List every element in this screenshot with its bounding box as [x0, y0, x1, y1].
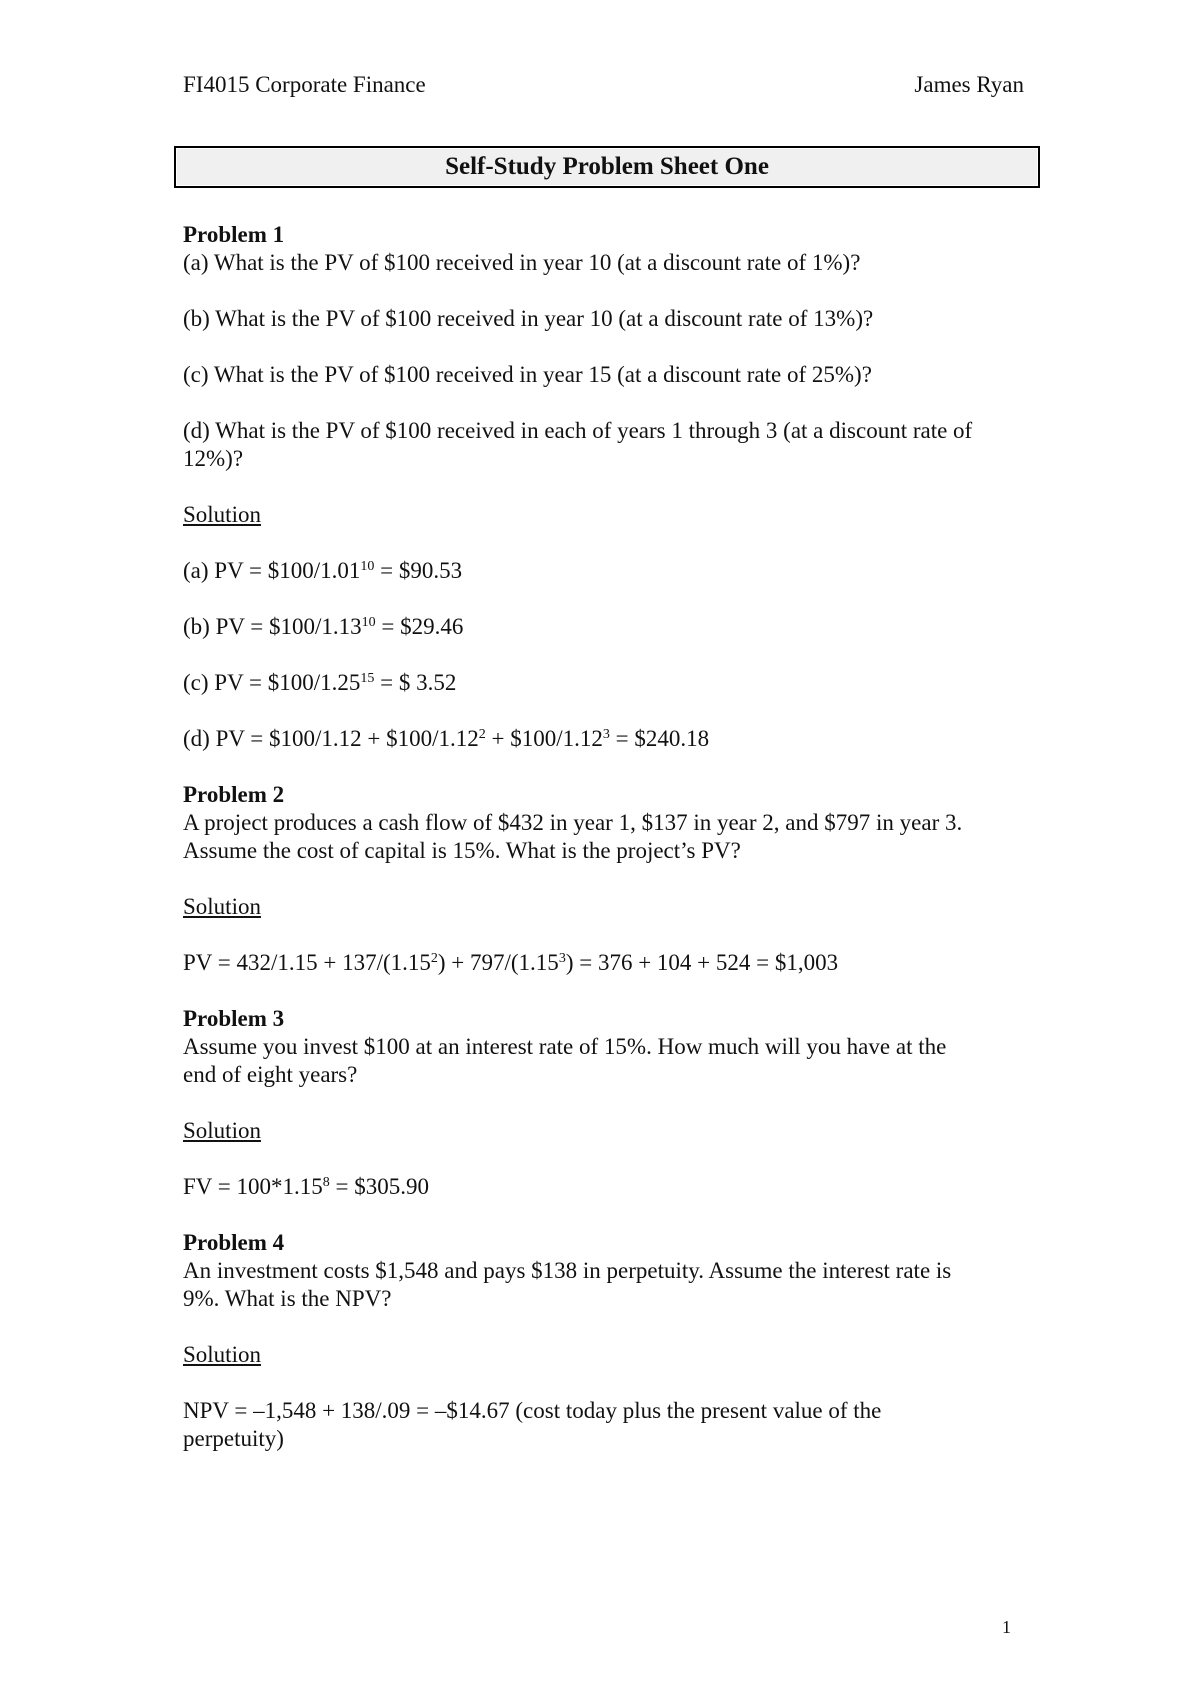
- question-c: (c) What is the PV of $100 received in year 15 (at a discount rate of 25%)?: [183, 362, 872, 387]
- question-b: (b) What is the PV of $100 received in year 10 (at a discount rate of 13%)?: [183, 306, 874, 331]
- question-a: (a) What is the PV of $100 received in year 10 (at a discount rate of 1%)?: [183, 250, 861, 275]
- problem-1: [183, 221, 1033, 781]
- problem-text-line-2: end of eight years?: [183, 1062, 358, 1087]
- question-d-line-2: 12%)?: [183, 446, 244, 471]
- solution-label: Solution: [183, 894, 261, 919]
- solution-d: (d) PV = $100/1.12 + $\$100/1.12^2$ + $\$100/1.12^3$ = $240.18: [183, 726, 710, 751]
- problem-2: [183, 781, 1033, 1005]
- document-body: [183, 221, 1033, 1453]
- title-box: [174, 146, 1040, 188]
- problem-text-line-2: Assume the cost of capital is 15%. What is the project’s PV?: [183, 838, 741, 863]
- solution-line: FV = $100*1.15^8$ = $305.90: [183, 1174, 429, 1199]
- solution-label: Solution: [183, 1118, 261, 1143]
- problem-heading: Problem 1: [183, 222, 285, 247]
- page-title: Self-Study Problem Sheet One: [445, 153, 769, 180]
- page-number: 1: [1002, 1617, 1011, 1637]
- problem-heading: Problem 4: [183, 1230, 285, 1255]
- problem-text-line-1: Assume you invest $100 at an interest rate of 15%. How much will you have at the: [183, 1034, 947, 1059]
- solution-line-1: NPV = –1,548 + 138/.09 = –$14.67 (cost today plus the present value of the: [183, 1398, 882, 1423]
- problem-text-line-1: A project produces a cash flow of $432 in year 1, $137 in year 2, and $797 in year 3.: [183, 810, 963, 835]
- course-name: FI4015 Corporate Finance: [183, 72, 426, 97]
- problem-heading: Problem 3: [183, 1006, 285, 1031]
- problem-text-line-2: 9%. What is the NPV?: [183, 1286, 392, 1311]
- solution-label: Solution: [183, 1342, 261, 1367]
- solution-line-2: perpetuity): [183, 1426, 284, 1451]
- solution-line: PV = $432/1.15 + 137/(1.15^2) + 797/(1.15^3) = 376 + 104 + 524$ = $1,003: [183, 950, 839, 975]
- solution-b: (b) PV = $\$100/1.13^{10}$ = $29.46: [183, 614, 464, 639]
- problem-4: [183, 1229, 1033, 1453]
- solution-a: (a) PV = $\$100/1.01^{10}$ = $90.53: [183, 558, 463, 583]
- solution-c: (c) PV = $\$100/1.25^{15}$ = $ 3.52: [183, 670, 457, 695]
- question-d-line-1: (d) What is the PV of $100 received in each of years 1 through 3 (at a discount rate of: [183, 418, 973, 443]
- author-name: James Ryan: [914, 72, 1024, 97]
- solution-label: Solution: [183, 502, 261, 527]
- problem-heading: Problem 2: [183, 782, 285, 807]
- problem-3: [183, 1005, 1033, 1229]
- problem-text-line-1: An investment costs $1,548 and pays $138 in perpetuity. Assume the interest rate is: [183, 1258, 952, 1283]
